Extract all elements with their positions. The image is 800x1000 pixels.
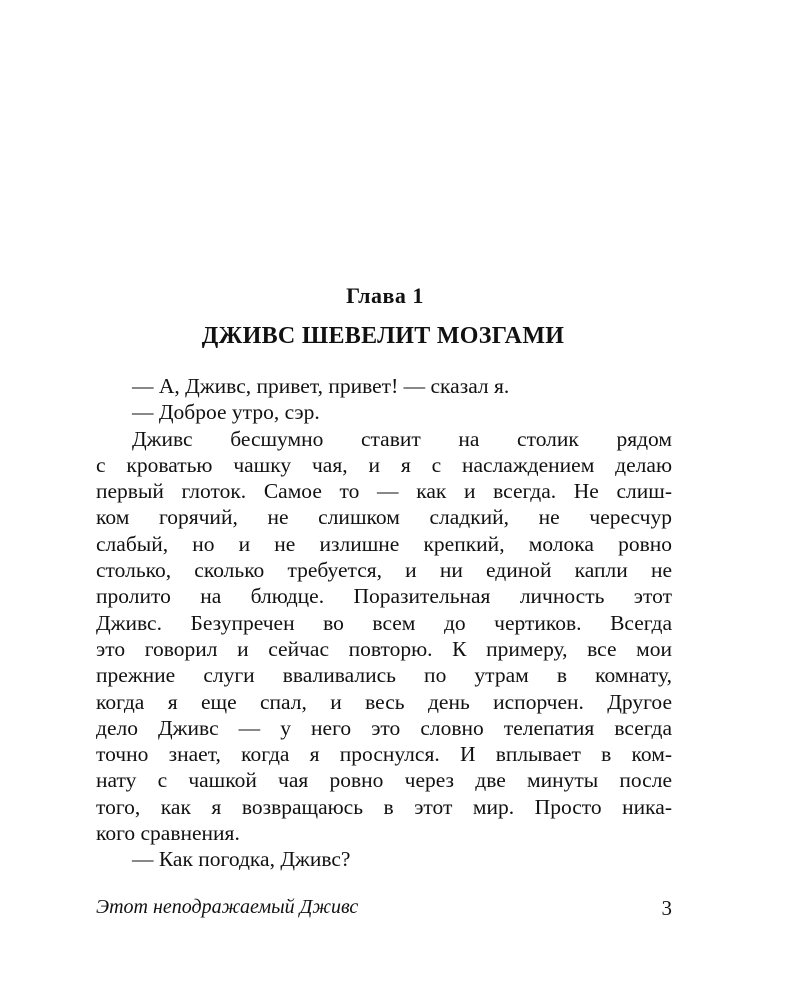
- chapter-number: Глава 1: [346, 283, 424, 308]
- text-line: Дживс бесшумно ставит на столик рядом: [132, 426, 672, 451]
- text-line: кого сравнения.: [96, 821, 240, 846]
- text-line: это говорил и сейчас повторю. К примеру, все мои: [96, 636, 672, 661]
- page-number: 3: [661, 896, 672, 920]
- text-line: столько, сколько требуется, и ни единой капли не: [96, 558, 672, 583]
- text-line: — А, Дживс, привет, привет! — сказал я.: [132, 374, 510, 398]
- page-footer: [96, 896, 672, 924]
- text-line: нату с чашкой чая ровно через две минуты после: [96, 768, 672, 793]
- text-line: первый глоток. Самое то — как и всегда. Не слиш-: [96, 479, 672, 504]
- text-line: с кроватью чашку чая, и я с наслаждением делаю: [96, 452, 672, 477]
- text-line: пролито на блюдце. Поразительная личность этот: [96, 584, 672, 609]
- text-line: прежние слуги вваливались по утрам в комнату,: [96, 663, 672, 688]
- running-title: Этот неподражаемый Дживс: [96, 896, 359, 918]
- text-line: ком горячий, не слишком сладкий, не чересчур: [96, 505, 672, 530]
- body-text: [96, 373, 672, 873]
- text-line: точно знает, когда я проснулся. И вплывает в ком-: [96, 742, 672, 767]
- text-line: того, как я возвращаюсь в этот мир. Просто ника-: [96, 794, 672, 819]
- text-line: — Доброе утро, сэр.: [132, 400, 320, 425]
- text-line: когда я еще спал, и весь день испорчен. Другое: [96, 689, 672, 714]
- text-line: слабый, но и не излишне крепкий, молока ровно: [96, 531, 672, 556]
- chapter-title: ДЖИВС ШЕВЕЛИТ МОЗГАМИ: [201, 323, 565, 349]
- text-line: — Как погодка, Дживс?: [132, 847, 351, 872]
- text-line: дело Дживс — у него это словно телепатия всегда: [96, 715, 672, 740]
- text-line: Дживс. Безупречен во всем до чертиков. Всегда: [96, 610, 672, 635]
